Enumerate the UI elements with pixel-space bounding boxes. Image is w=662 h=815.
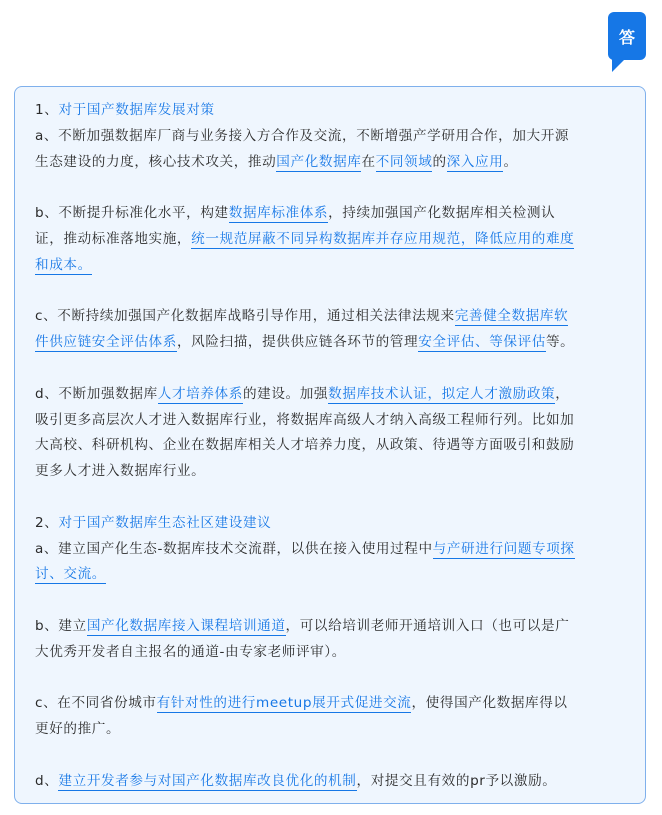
paragraph-line: [35, 640, 625, 666]
body-text: 的建设。加强: [242, 385, 329, 402]
highlight-text: 有针对性的进行meetup展开式促进交流: [156, 695, 412, 712]
body-text: 更好的推广。: [35, 721, 121, 738]
highlight-text: 件供应链安全评估体系: [35, 334, 177, 351]
highlight-text: 统一规范屏蔽不同异构数据库并存应用规范，降低应用的难度: [191, 230, 575, 247]
answer-badge-label: 答: [618, 27, 635, 47]
body-text: c、在不同省份城市: [35, 695, 157, 712]
paragraph-gap: [35, 279, 625, 305]
paragraph-gap: [35, 485, 625, 511]
paragraph-line: [35, 769, 625, 795]
body-text: 等。: [545, 334, 575, 351]
section-number: 2、: [35, 514, 59, 531]
paragraph-line: [35, 330, 625, 356]
body-text: d、: [35, 772, 59, 789]
highlight-text: 和成本。: [35, 256, 92, 273]
paragraph-line: [35, 433, 625, 459]
highlight-text: 数据库技术认证，拟定人才激励政策: [328, 385, 556, 402]
body-text: 更多人才进入数据库行业。: [35, 463, 206, 480]
highlight-text: 安全评估、等保评估: [418, 334, 546, 351]
body-text: 大优秀开发者自主报名的通道-由专家老师评审）。: [35, 643, 346, 660]
paragraph-line: [35, 150, 625, 176]
section-number: 1、: [35, 102, 59, 118]
highlight-text: 完善健全数据库软: [454, 308, 569, 325]
body-text: 的: [432, 153, 447, 170]
paragraph-gap: [35, 666, 625, 692]
paragraph-gap: [35, 588, 625, 614]
paragraph-line: [35, 382, 625, 408]
section-heading: [35, 511, 625, 537]
answer-card: [14, 86, 646, 804]
paragraph-line: [35, 408, 625, 434]
body-text: 生态建设的力度，核心技术攻关，推动: [35, 153, 277, 170]
body-text: 在: [361, 153, 376, 170]
body-text: ，使得国产化数据库得以: [411, 695, 568, 712]
highlight-text: 数据库标准体系: [228, 205, 329, 222]
body-text: c、不断持续加强国产化数据库战略引导作用，通过相关法律法规来: [35, 308, 455, 325]
paragraph-gap: [35, 743, 625, 769]
highlight-text: 与产研进行问题专项探: [432, 540, 575, 557]
paragraph-line: [35, 717, 625, 743]
paragraph-line: [35, 537, 625, 563]
section-title: 对于国产数据库发展对策: [58, 102, 215, 118]
highlight-text: 不同领域: [375, 153, 433, 170]
body-text: ，: [555, 385, 570, 402]
paragraph-line: [35, 124, 625, 150]
body-text: 证，推动标准落地实施，: [35, 230, 192, 247]
body-text: a、不断加强数据库厂商与业务接入方合作及交流，不断增强产学研用合作，加大开源: [35, 127, 570, 144]
highlight-text: 国产化数据库: [276, 153, 362, 170]
body-text: 。: [503, 153, 518, 170]
body-text: 吸引更多高层次人才进入数据库行业，将数据库高级人才纳入高级工程师行列。比如加: [35, 411, 575, 428]
highlight-text: 建立开发者参与对国产化数据库改良优化的机制: [58, 772, 357, 789]
body-text: ，对提交且有效的pr予以激励。: [356, 772, 557, 789]
paragraph-line: [35, 459, 625, 485]
body-text: b、建立: [35, 617, 87, 634]
body-text: ，持续加强国产化数据库相关检测认: [328, 205, 556, 222]
section-title: 对于国产数据库生态社区建设建议: [58, 514, 272, 531]
body-text: d、不断加强数据库: [35, 385, 158, 402]
paragraph-line: [35, 253, 625, 279]
highlight-text: 深入应用: [446, 153, 504, 170]
section-heading: [35, 98, 625, 124]
paragraph-line: [35, 691, 625, 717]
paragraph-line: [35, 304, 625, 330]
paragraph-line: [35, 562, 625, 588]
paragraph-line: [35, 614, 625, 640]
highlight-text: 国产化数据库接入课程培训通道: [86, 617, 286, 634]
body-text: ，风险扫描，提供供应链各环节的管理: [176, 334, 419, 351]
answer-badge: [608, 12, 646, 60]
body-text: a、建立国产化生态-数据库技术交流群，以供在接入使用过程中: [35, 540, 433, 557]
paragraph-line: [35, 227, 625, 253]
highlight-text: 人才培养体系: [157, 385, 243, 402]
paragraph-line: [35, 201, 625, 227]
highlight-text: 讨、交流。: [35, 566, 106, 583]
paragraph-gap: [35, 356, 625, 382]
body-text: 大高校、科研机构、企业在数据库相关人才培养力度，从政策、待遇等方面吸引和鼓励: [35, 437, 575, 454]
body-text: ，可以给培训老师开通培训入口（也可以是广: [285, 617, 570, 634]
paragraph-gap: [35, 175, 625, 201]
body-text: b、不断提升标准化水平，构建: [35, 205, 229, 222]
